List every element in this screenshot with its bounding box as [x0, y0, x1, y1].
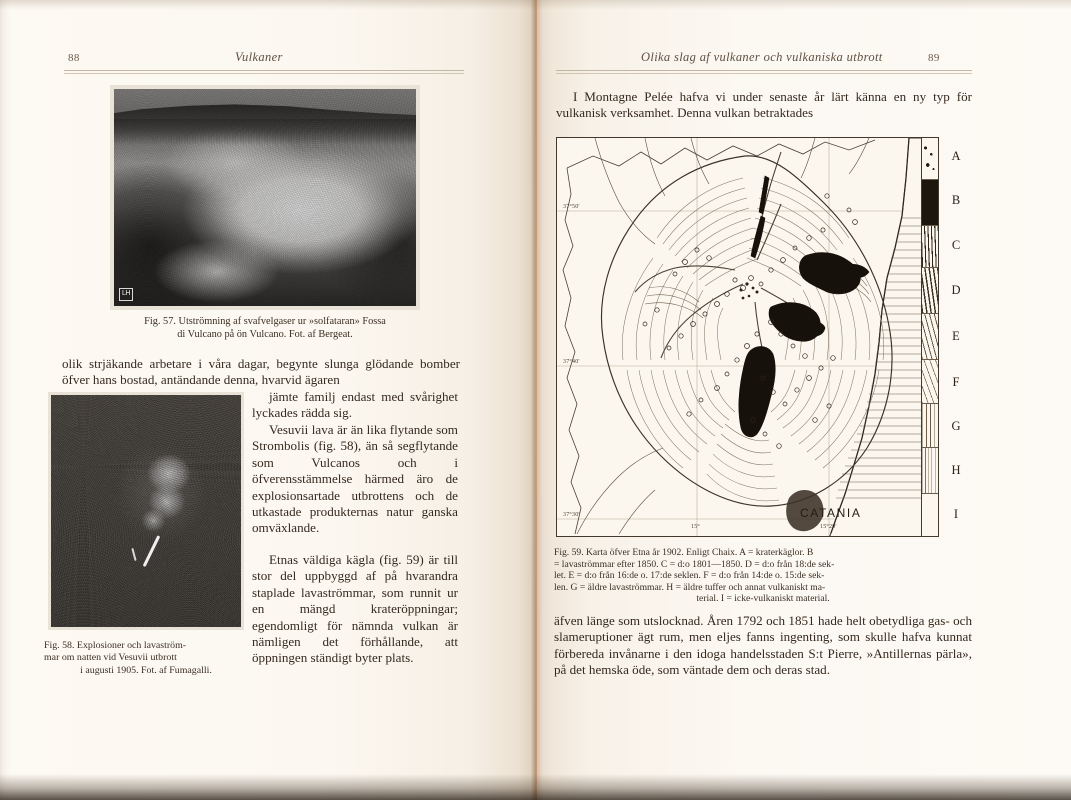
right-text-bottom: äfven länge som utslocknad. Åren 1792 och 1851 hade helt obetydliga gas- och slameruptioner ägt rum, men eljes fanns ingenting, som skulle hafva kunnat förbereda invånarne i den idoga handelsstaden S:t Pierre, »Antillernas pärla», på det hemska öde, som väntade dem och deras stad. — [554, 613, 972, 678]
key-swatch-H — [922, 448, 938, 494]
figure-57-photo — [110, 85, 420, 310]
left-page-number: 88 — [68, 52, 80, 64]
right-text-top — [556, 89, 972, 122]
header-rule-right-1 — [556, 70, 972, 71]
photo-night-grain — [51, 395, 241, 627]
right-running-head: Olika slag af vulkaner och vulkaniska utbrott — [641, 50, 883, 64]
key-swatch-F — [922, 360, 938, 404]
key-letter-G: G — [951, 419, 961, 433]
left-text-column-p1-text: jämte familj endast med svårighet lyckades rädda sig. — [252, 389, 458, 421]
key-swatch-E — [922, 314, 938, 360]
figure-59-caption-line-2: = lavaströmmar efter 1850. C = d:o 1801—1850. D = d:o från 18:de sek- — [554, 558, 835, 570]
left-text-column-p2-text: Vesuvii lava är än lika flytande som Strombolis (fig. 58), än så segflytande som Vulcanos och i öfverensstämmelse härmed äro de explosionsartade utbrottens och de utkastade produkternas natur ganska omväxlande. — [252, 422, 458, 536]
figure-59-caption-line-5: terial. I = icke-vulkaniskt material. — [696, 593, 830, 605]
key-letter-D: D — [951, 283, 961, 297]
figure-59-caption-line-3: let. E = d:o från 16:de o. 17:de seklen. F = d:o från 14:de o. 15:de sek- — [554, 570, 825, 582]
key-swatch-G — [922, 404, 938, 448]
figure-58-caption-line-1: Fig. 58. Explosioner och lavaström- — [44, 640, 187, 651]
figure-59-key-letters — [945, 137, 967, 537]
figure-57-caption-line-2: di Vulcano på ön Vulcano. Fot. af Bergeat. — [177, 328, 353, 340]
solfatara-crater-photograph — [114, 89, 416, 306]
key-letter-C: C — [951, 238, 961, 252]
figure-59-caption-line-4: len. G = äldre lavaströmmar. H = äldre tuffer och annat vulkaniskt ma- — [554, 581, 826, 593]
header-rule-right-2 — [556, 73, 972, 74]
figure-58-photo — [48, 392, 244, 630]
key-swatch-I — [922, 494, 938, 536]
figure-59-key-strip — [921, 137, 939, 537]
left-text-column-p3-text: Etnas väldiga kägla (fig. 59) är till stor del uppbyggd af på hvarandra staplade lavaströmmar, som runnit ur en mängd krateröppningar; egendomligt för nämnda vulkan är nämligen det förhållande, att öppningen ständigt byter plats. — [252, 552, 458, 666]
right-page — [536, 0, 1071, 800]
key-swatch-B — [922, 180, 938, 226]
figure-59-caption — [554, 547, 972, 605]
key-letter-I: I — [953, 507, 959, 521]
key-swatch-A — [922, 138, 938, 180]
left-text-column-p2 — [252, 422, 458, 537]
figure-57-caption-line-1: Fig. 57. Utströmning af svafvelgaser ur »solfataran» Fossa — [144, 316, 386, 327]
left-text-column-p3 — [252, 552, 458, 667]
map-label-lat-37-30: 37°30' — [563, 512, 580, 518]
key-letter-A: A — [951, 149, 961, 163]
map-label-lon-15-20: 15°20' — [820, 524, 837, 530]
photo-halftone-grain — [114, 89, 416, 306]
left-running-head: Vulkaner — [235, 50, 283, 64]
map-label-lat-37-50: 37°50' — [563, 204, 580, 210]
figure-58-caption — [44, 640, 248, 677]
left-text-full-width: olik strjäkande arbetare i våra dagar, begynte slunga glödande bomber öfver hans bostad, antändande denna, hvarvid ägaren — [62, 356, 460, 388]
figure-58-caption-line-2: mar om natten vid Vesuvii utbrott — [44, 652, 177, 664]
etna-map — [557, 138, 935, 536]
key-swatch-D — [922, 268, 938, 314]
key-letter-F: F — [952, 375, 960, 389]
figure-59-map-frame — [556, 137, 936, 537]
map-catania-label: CATANIA — [800, 506, 862, 520]
key-letter-E: E — [952, 329, 960, 343]
figure-58-caption-line-3: i augusti 1905. Fot. af Fumagalli. — [80, 664, 212, 676]
left-text-column-p1 — [252, 389, 458, 422]
key-letter-H: H — [951, 463, 961, 477]
header-rule-left-1 — [64, 70, 464, 71]
header-rule-left-2 — [64, 73, 464, 74]
right-page-number: 89 — [928, 52, 940, 64]
right-text-top-text: I Montagne Pelée hafva vi under senaste år lärt känna en ny typ för vulkanisk verksamhet. Denna vulkan betraktades — [556, 89, 972, 121]
vesuvius-night-eruption-photograph — [51, 395, 241, 627]
photo-engraver-mark: LH — [119, 288, 133, 301]
etna-map-drawing — [557, 138, 935, 536]
figure-57-caption — [72, 316, 458, 341]
map-label-lat-37-40: 37°40' — [563, 359, 580, 365]
key-swatch-C — [922, 226, 938, 268]
map-label-lon-15: 15° — [691, 524, 700, 530]
figure-59-caption-line-1: Fig. 59. Karta öfver Etna år 1902. Enligt Chaix. A = kraterkäglor. B — [554, 547, 814, 558]
key-letter-B: B — [951, 193, 961, 207]
